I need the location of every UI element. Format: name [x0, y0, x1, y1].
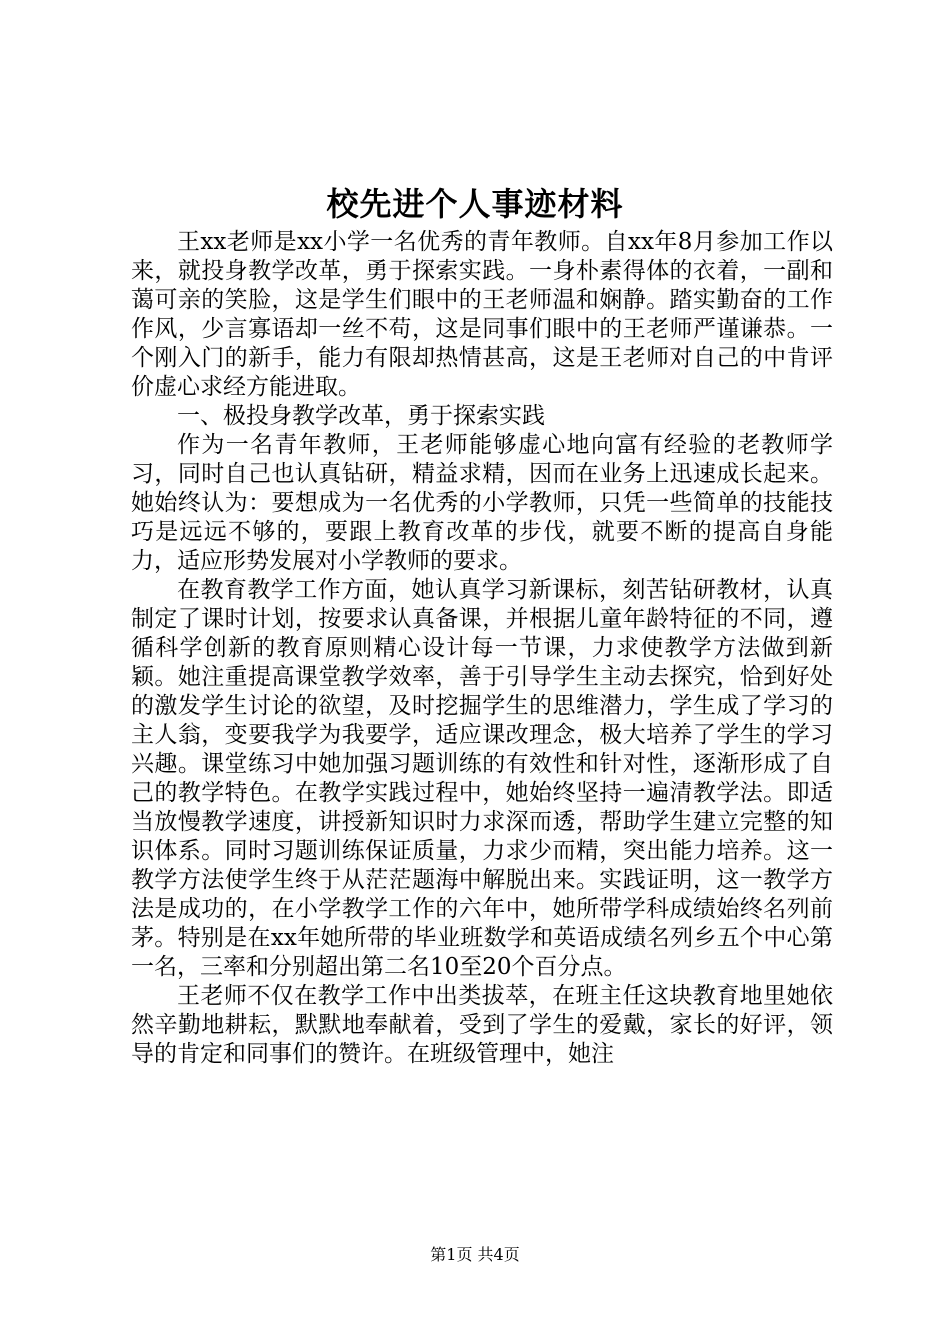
paragraph-teaching: 在教育教学工作方面，她认真学习新课标，刻苦钻研教材，认真制定了课时计划，按要求认真备课，并根据儿童年龄特征的不同，遵循科学创新的教育原则精心设计每一节课，力求使教学方法做到新颖。她注重提高课堂教学效率，善于引导学生主动去探究，恰到好处的激发学生讨论的欲望，及时挖掘学生的思维潜力，学生成了学习的主人翁，变要我学为我要学，适应课改理念，极大培养了学生的学习兴趣。课堂练习中她加强习题训练的有效性和针对性，逐渐形成了自己的教学特色。在教学实践过程中，她始终坚持一遍清教学法。即适当放慢教学速度，讲授新知识时力求深而透，帮助学生建立完整的知识体系。同时习题训练保证质量，力求少而精，突出能力培养。这一教学方法使学生终于从茫茫题海中解脱出来。实践证明，这一教学方法是成功的，在小学教学工作的六年中，她所带学科成绩始终名列前茅。特别是在xx年她所带的毕业班数学和英语成绩名列乡五个中心第一名，三率和分别超出第二名10至20个百分点。: [131, 577, 833, 980]
paragraph-intro: 王xx老师是xx小学一名优秀的青年教师。自xx年8月参加工作以来，就投身教学改革，勇于探索实践。一身朴素得体的衣着，一副和蔼可亲的笑脸，这是学生们眼中的王老师温和娴静。踏实勤奋的工作作风，少言寡语却一丝不苟，这是同事们眼中的王老师严谨谦恭。一个刚入门的新手，能力有限却热情甚高，这是王老师对自己的中肯评价虚心求经方能进取。: [131, 229, 833, 400]
section-heading: 一、极投身教学改革，勇于探索实践: [177, 403, 545, 429]
paragraph-growth: 作为一名青年教师，王老师能够虚心地向富有经验的老教师学习，同时自己也认真钻研，精益求精，因而在业务上迅速成长起来。她始终认为：要想成为一名优秀的小学教师，只凭一些简单的技能技巧是远远不够的，要跟上教育改革的步伐，就要不断的提高自身能力，适应形势发展对小学教师的要求。: [131, 432, 833, 574]
paragraph-class-management: 王老师不仅在教学工作中出类拔萃，在班主任这块教育地里她依然辛勤地耕耘，默默地奉献着，受到了学生的爱戴，家长的好评，领导的肯定和同事们的赞许。在班级管理中，她注: [131, 983, 833, 1067]
document-title: 校先进个人事迹材料: [326, 185, 624, 223]
document-body: [131, 228, 833, 1069]
page-number-footer: 第1页 共4页: [430, 1245, 520, 1264]
